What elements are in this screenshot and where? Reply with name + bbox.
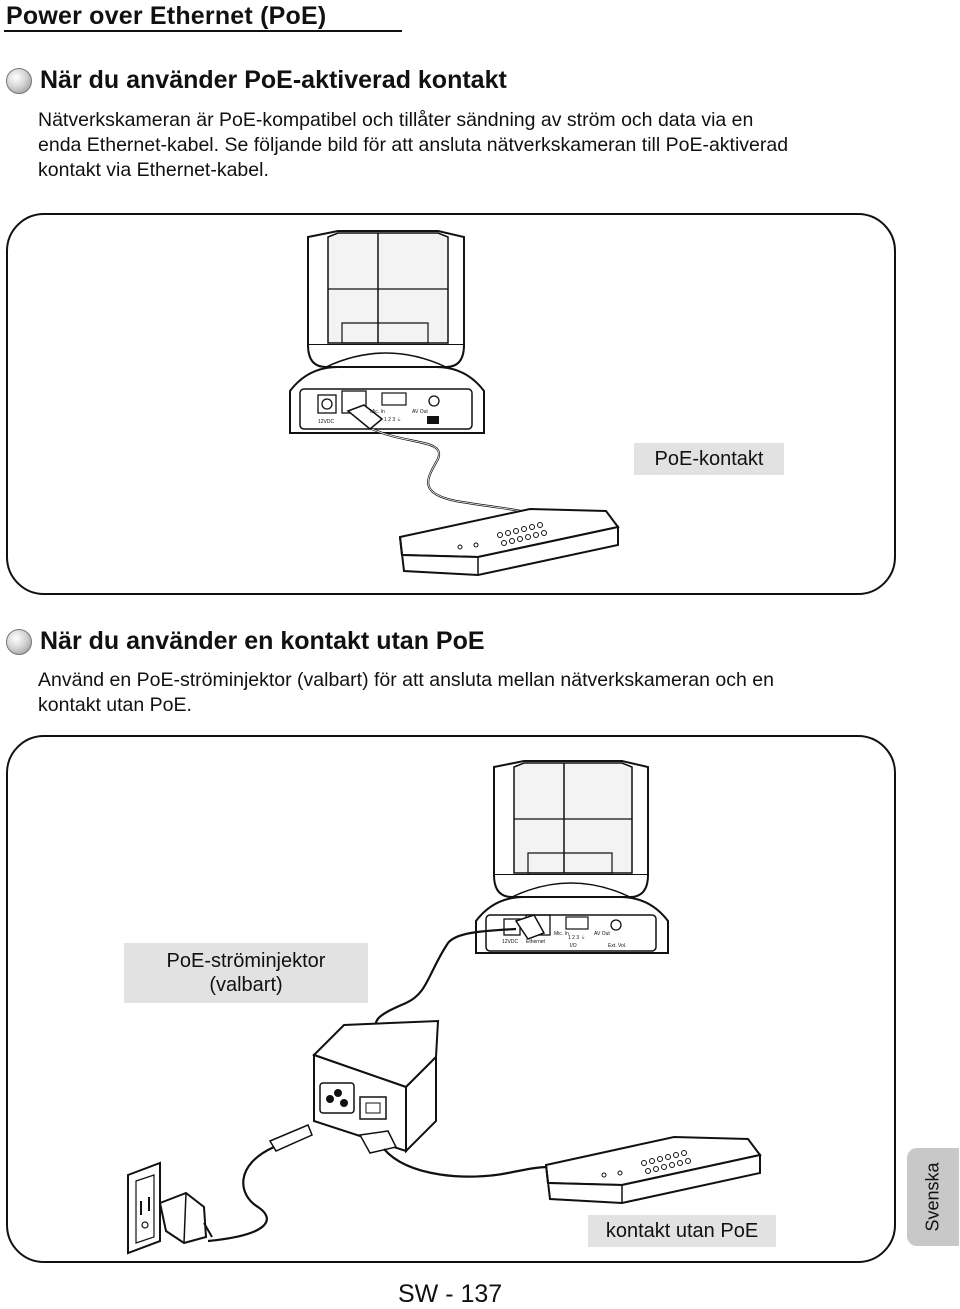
camera-icon xyxy=(476,761,668,953)
port-label: I/O xyxy=(570,943,577,949)
figure1-illustration xyxy=(8,215,898,597)
port-label: 1 2 3 ⏚ xyxy=(384,417,402,423)
port-label: Ethernet xyxy=(526,939,545,945)
paragraph-line: kontakt via Ethernet-kabel. xyxy=(38,159,269,181)
section-heading-text: När du använder PoE-aktiverad kontakt xyxy=(40,66,507,94)
section-heading-text: När du använder en kontakt utan PoE xyxy=(40,627,485,655)
bullet-sphere-icon xyxy=(6,629,32,655)
figure-poe-switch xyxy=(6,213,896,595)
poe-injector-icon xyxy=(314,1021,438,1151)
port-label: Mic. In xyxy=(370,409,385,415)
non-poe-switch-label: kontakt utan PoE xyxy=(588,1215,776,1247)
paragraph-line: Använd en PoE-ströminjektor (valbart) för att ansluta mellan nätverkskameran och en xyxy=(38,669,774,691)
port-label: 12VDC xyxy=(502,939,519,945)
port-label: Mic. In xyxy=(554,931,569,937)
poe-switch-label: PoE-kontakt xyxy=(634,443,784,475)
injector-label-line: (valbart) xyxy=(209,974,283,996)
paragraph-line: kontakt utan PoE. xyxy=(38,694,192,716)
language-tab xyxy=(907,1148,959,1246)
poe-switch-icon xyxy=(400,509,618,575)
wall-outlet-icon xyxy=(128,1163,160,1253)
injector-label xyxy=(124,943,368,1003)
page-number: SW - 137 xyxy=(398,1280,503,1308)
non-poe-switch-icon xyxy=(546,1137,760,1203)
port-label: 12VDC xyxy=(318,419,335,425)
section2-paragraph xyxy=(38,668,774,718)
camera-icon xyxy=(290,231,484,433)
section1-paragraph xyxy=(38,108,788,183)
port-label: 1 2 3 ⏚ xyxy=(568,935,586,941)
title-underline xyxy=(4,30,402,32)
section-heading-non-poe-switch xyxy=(6,627,485,656)
paragraph-line: Nätverkskameran är PoE-kompatibel och tillåter sändning av ström och data via en xyxy=(38,109,754,131)
port-label: Ext. Vol. xyxy=(608,943,627,949)
section-heading-poe-switch xyxy=(6,66,507,95)
port-label: AV Out xyxy=(412,409,428,415)
port-label: AV Out xyxy=(594,931,610,937)
figure-non-poe-switch xyxy=(6,735,896,1263)
bullet-sphere-icon xyxy=(6,68,32,94)
injector-label-line: PoE-ströminjektor xyxy=(166,950,326,972)
power-plug-icon xyxy=(160,1193,212,1243)
paragraph-line: enda Ethernet-kabel. Se följande bild för att ansluta nätverkskameran till PoE-aktiverad xyxy=(38,134,789,156)
page-title: Power over Ethernet (PoE) xyxy=(6,2,327,30)
language-tab-label: Svenska xyxy=(922,1162,943,1232)
